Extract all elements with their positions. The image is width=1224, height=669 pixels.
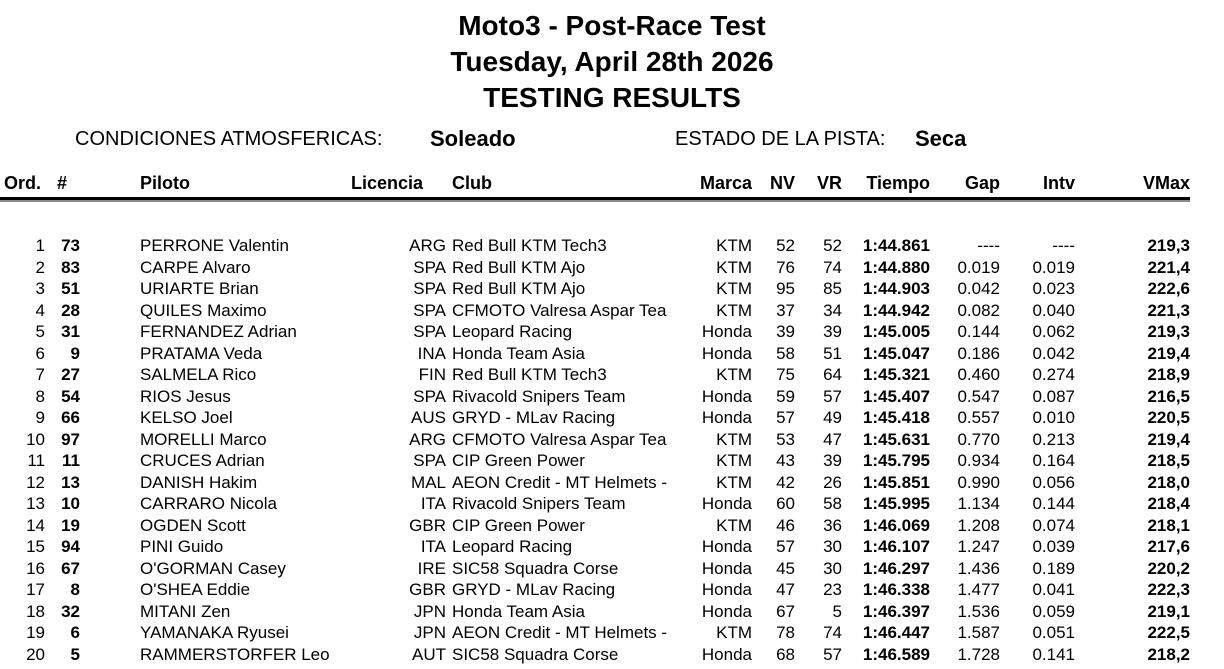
cell-tiempo: 1:45.851 — [862, 472, 930, 492]
cell-ord: 15 — [26, 537, 45, 556]
cell-vmax: 216,5 — [1147, 386, 1190, 406]
cell-pilot: URIARTE Brian — [140, 279, 259, 298]
cell-vr: 39 — [823, 451, 842, 470]
cell-gap: 1.208 — [957, 515, 1000, 535]
cell-tiempo: 1:44.942 — [862, 300, 930, 320]
page-subtitle: TESTING RESULTS — [483, 82, 741, 113]
table-row — [0, 472, 1190, 494]
cell-nv: 95 — [776, 279, 795, 298]
cell-ord: 4 — [35, 300, 45, 320]
cell-vmax: 220,5 — [1147, 408, 1190, 427]
cell-ord: 7 — [35, 365, 45, 384]
cell-tiempo: 1:44.861 — [862, 236, 930, 255]
cell-vr: 30 — [823, 537, 842, 556]
cell-nat: GBR — [409, 580, 446, 599]
cell-gap: 1.436 — [957, 558, 1000, 578]
cell-pilot: CRUCES Adrian — [140, 451, 265, 470]
table-row — [0, 558, 1190, 580]
cell-club: CFMOTO Valresa Aspar Tea — [452, 300, 667, 320]
cell-pilot: CARPE Alvaro — [140, 257, 251, 277]
table-row — [0, 321, 1190, 343]
cell-pilot: PERRONE Valentin — [140, 236, 289, 255]
column-header-number: # — [57, 173, 68, 193]
results-table — [0, 168, 1190, 665]
table-row — [0, 515, 1190, 537]
cell-num: 8 — [70, 580, 80, 599]
cell-vr: 85 — [823, 279, 842, 298]
cell-vr: 64 — [823, 365, 842, 384]
cell-intv: 0.023 — [1032, 279, 1075, 298]
cell-pilot: PINI Guido — [140, 537, 224, 556]
cell-gap: 1.477 — [957, 580, 1000, 599]
cell-vmax: 219,3 — [1147, 322, 1190, 341]
cell-nat: SPA — [413, 322, 446, 341]
cell-club: CIP Green Power — [452, 515, 585, 535]
cell-nv: 52 — [776, 236, 795, 255]
cell-tiempo: 1:45.005 — [862, 322, 930, 341]
cell-intv: 0.213 — [1032, 429, 1075, 449]
cell-gap: 0.019 — [957, 257, 1000, 277]
cell-marca: Honda — [701, 644, 752, 664]
cell-tiempo: 1:46.589 — [862, 644, 930, 664]
cell-gap: 0.082 — [957, 300, 1000, 320]
table-row — [0, 343, 1190, 365]
cell-intv: ---- — [1052, 236, 1075, 255]
cell-intv: 0.074 — [1032, 515, 1075, 535]
cell-nv: 67 — [776, 601, 795, 621]
cell-vr: 57 — [823, 644, 842, 664]
cell-gap: 0.990 — [957, 472, 1000, 492]
cell-nv: 53 — [776, 429, 795, 449]
cell-marca: Honda — [701, 558, 752, 578]
cell-nv: 39 — [776, 322, 795, 341]
cell-num: 97 — [61, 429, 80, 449]
cell-marca: KTM — [716, 472, 752, 492]
table-header-row — [0, 168, 1190, 194]
table-row — [0, 235, 1190, 257]
cell-vmax: 218,0 — [1147, 472, 1190, 492]
cell-nv: 58 — [776, 343, 795, 363]
cell-vmax: 217,6 — [1147, 537, 1190, 556]
cell-vr: 47 — [823, 429, 842, 449]
cell-vr: 5 — [832, 601, 842, 621]
cell-tiempo: 1:44.903 — [862, 279, 930, 298]
cell-nat: ARG — [409, 429, 446, 449]
cell-gap: 0.770 — [957, 429, 1000, 449]
cell-ord: 6 — [35, 343, 45, 363]
cell-nv: 59 — [776, 386, 795, 406]
table-body — [0, 202, 1190, 665]
cell-intv: 0.189 — [1032, 558, 1075, 578]
cell-marca: KTM — [716, 429, 752, 449]
cell-num: 10 — [61, 494, 80, 513]
cell-num: 94 — [61, 537, 80, 556]
cell-tiempo: 1:45.631 — [862, 429, 930, 449]
cell-vmax: 219,1 — [1147, 601, 1190, 621]
cell-club: SIC58 Squadra Corse — [452, 558, 619, 578]
cell-tiempo: 1:46.397 — [862, 601, 930, 621]
cell-vmax: 218,5 — [1147, 451, 1190, 470]
cell-nv: 60 — [776, 494, 795, 513]
cell-club: AEON Credit - MT Helmets - — [452, 623, 668, 642]
table-row — [0, 493, 1190, 515]
cell-vr: 57 — [823, 386, 842, 406]
cell-vr: 51 — [823, 343, 842, 363]
cell-club: Red Bull KTM Tech3 — [452, 236, 607, 255]
cell-num: 27 — [61, 365, 80, 384]
column-header-vmax: VMax — [1142, 173, 1190, 193]
cell-pilot: O'GORMAN Casey — [140, 558, 286, 578]
cell-nat: JPN — [413, 601, 446, 621]
cell-pilot: RAMMERSTORFER Leo — [140, 644, 330, 664]
cell-nat: FIN — [418, 365, 446, 384]
cell-ord: 14 — [26, 515, 45, 535]
table-row — [0, 386, 1190, 408]
cell-vr: 36 — [823, 515, 842, 535]
cell-pilot: YAMANAKA Ryusei — [140, 623, 289, 642]
cell-club: Honda Team Asia — [452, 343, 585, 363]
cell-num: 11 — [62, 451, 80, 470]
cell-club: CIP Green Power — [452, 451, 585, 470]
weather-conditions-label: CONDICIONES ATMOSFERICAS: — [75, 128, 383, 150]
column-header-nv: NV — [769, 173, 795, 193]
table-row — [0, 407, 1190, 429]
cell-num: 51 — [61, 279, 80, 298]
cell-nv: 46 — [776, 515, 795, 535]
table-row — [0, 536, 1190, 558]
cell-pilot: RIOS Jesus — [140, 386, 231, 406]
cell-club: Rivacold Snipers Team — [452, 494, 626, 513]
cell-gap: 0.186 — [957, 343, 1000, 363]
cell-num: 73 — [61, 236, 80, 255]
cell-ord: 3 — [35, 279, 45, 298]
cell-gap: 0.460 — [957, 365, 1000, 384]
cell-pilot: KELSO Joel — [140, 408, 233, 427]
cell-num: 54 — [61, 386, 80, 406]
cell-marca: Honda — [701, 386, 752, 406]
cell-nv: 42 — [776, 472, 795, 492]
cell-vmax: 222,5 — [1147, 623, 1190, 642]
cell-intv: 0.039 — [1032, 537, 1075, 556]
cell-club: GRYD - MLav Racing — [452, 408, 616, 427]
table-row — [0, 364, 1190, 386]
cell-nat: MAL — [411, 472, 446, 492]
cell-nv: 45 — [776, 558, 795, 578]
cell-vmax: 222,6 — [1147, 279, 1190, 298]
cell-vr: 23 — [823, 580, 842, 599]
cell-pilot: SALMELA Rico — [140, 365, 257, 384]
cell-marca: KTM — [716, 236, 752, 255]
cell-intv: 0.040 — [1032, 300, 1075, 320]
cell-tiempo: 1:46.338 — [862, 580, 930, 599]
cell-vr: 74 — [823, 257, 842, 277]
cell-nv: 78 — [776, 623, 795, 642]
column-header-ord: Ord. — [4, 173, 42, 193]
cell-vmax: 219,4 — [1147, 429, 1190, 449]
column-header-club: Club — [452, 173, 492, 193]
cell-vr: 74 — [823, 623, 842, 642]
cell-club: CFMOTO Valresa Aspar Tea — [452, 429, 667, 449]
cell-club: Red Bull KTM Ajo — [452, 257, 586, 277]
cell-intv: 0.056 — [1032, 472, 1075, 492]
cell-gap: 1.728 — [957, 644, 1000, 664]
cell-num: 66 — [61, 408, 80, 427]
cell-marca: Honda — [701, 408, 752, 427]
cell-nv: 43 — [776, 451, 795, 470]
column-header-vr: VR — [816, 173, 842, 193]
cell-num: 5 — [70, 644, 80, 664]
cell-intv: 0.041 — [1032, 580, 1075, 599]
cell-vr: 58 — [823, 494, 842, 513]
cell-nv: 57 — [776, 537, 795, 556]
cell-num: 19 — [61, 515, 80, 535]
column-header-tiempo: Tiempo — [866, 173, 930, 193]
cell-gap: 0.547 — [957, 386, 1000, 406]
table-row — [0, 450, 1190, 472]
table-row — [0, 429, 1190, 451]
cell-ord: 13 — [26, 494, 45, 513]
cell-tiempo: 1:46.107 — [862, 537, 930, 556]
table-row — [0, 622, 1190, 644]
cell-intv: 0.062 — [1032, 322, 1075, 341]
cell-pilot: CARRARO Nicola — [140, 494, 277, 513]
cell-tiempo: 1:45.995 — [862, 494, 930, 513]
cell-intv: 0.059 — [1032, 601, 1075, 621]
cell-intv: 0.144 — [1032, 494, 1075, 513]
cell-ord: 5 — [35, 322, 45, 341]
cell-intv: 0.051 — [1032, 623, 1075, 642]
cell-marca: Honda — [701, 537, 752, 556]
cell-nat: ITA — [420, 494, 446, 513]
cell-num: 28 — [61, 300, 80, 320]
cell-tiempo: 1:45.418 — [862, 408, 930, 427]
cell-nat: INA — [417, 343, 446, 363]
cell-gap: 0.557 — [957, 408, 1000, 427]
cell-ord: 2 — [35, 257, 45, 277]
column-header-intv: Intv — [1042, 173, 1075, 193]
cell-vmax: 218,4 — [1147, 494, 1190, 513]
cell-intv: 0.274 — [1032, 365, 1075, 384]
cell-ord: 8 — [35, 386, 45, 406]
cell-pilot: PRATAMA Veda — [140, 343, 263, 363]
cell-num: 31 — [61, 322, 80, 341]
cell-marca: Honda — [701, 494, 752, 513]
cell-intv: 0.141 — [1032, 644, 1075, 664]
cell-pilot: OGDEN Scott — [140, 515, 246, 535]
cell-vmax: 221,3 — [1147, 300, 1190, 320]
cell-num: 9 — [70, 343, 80, 363]
cell-ord: 17 — [26, 580, 45, 599]
cell-intv: 0.087 — [1032, 386, 1075, 406]
cell-marca: KTM — [716, 279, 752, 298]
table-row — [0, 601, 1190, 623]
cell-gap: 1.587 — [957, 623, 1000, 642]
cell-marca: KTM — [716, 623, 752, 642]
cell-nat: AUS — [411, 408, 446, 427]
cell-ord: 19 — [26, 623, 45, 642]
cell-club: Red Bull KTM Tech3 — [452, 365, 607, 384]
cell-vmax: 219,4 — [1147, 343, 1190, 363]
column-header-pilot: Piloto — [140, 173, 190, 193]
cell-nv: 57 — [776, 408, 795, 427]
cell-marca: Honda — [701, 601, 752, 621]
cell-ord: 20 — [26, 644, 45, 664]
cell-intv: 0.019 — [1032, 257, 1075, 277]
cell-gap: 0.042 — [957, 279, 1000, 298]
cell-nat: SPA — [413, 257, 446, 277]
page-title: Moto3 - Post-Race Test — [458, 10, 766, 41]
cell-vmax: 218,2 — [1147, 644, 1190, 664]
cell-tiempo: 1:46.069 — [862, 515, 930, 535]
cell-num: 32 — [61, 601, 80, 621]
cell-marca: KTM — [716, 451, 752, 470]
cell-nat: ARG — [409, 236, 446, 255]
cell-gap: 1.134 — [957, 494, 1000, 513]
cell-nat: JPN — [413, 623, 446, 642]
cell-nv: 75 — [776, 365, 795, 384]
cell-club: GRYD - MLav Racing — [452, 580, 616, 599]
cell-pilot: O'SHEA Eddie — [140, 580, 251, 599]
cell-vr: 26 — [823, 472, 842, 492]
cell-ord: 12 — [26, 472, 45, 492]
cell-marca: KTM — [716, 515, 752, 535]
cell-ord: 18 — [26, 601, 45, 621]
cell-nat: SPA — [413, 451, 446, 470]
cell-nat: ITA — [420, 537, 446, 556]
column-header-licencia: Licencia — [351, 173, 424, 193]
cell-gap: 1.536 — [957, 601, 1000, 621]
cell-vmax: 218,1 — [1147, 515, 1190, 535]
track-state-label: ESTADO DE LA PISTA: — [675, 128, 886, 150]
cell-num: 83 — [61, 257, 80, 277]
cell-ord: 9 — [35, 408, 45, 427]
cell-nat: SPA — [413, 386, 446, 406]
cell-vmax: 220,2 — [1147, 558, 1190, 578]
cell-nv: 47 — [776, 580, 795, 599]
cell-marca: Honda — [701, 580, 752, 599]
cell-tiempo: 1:45.047 — [862, 343, 930, 363]
cell-nat: SPA — [413, 279, 446, 298]
conditions-bar — [0, 122, 1224, 158]
cell-pilot: MORELLI Marco — [140, 429, 267, 449]
cell-gap: 0.934 — [957, 451, 1000, 470]
cell-tiempo: 1:44.880 — [862, 257, 930, 277]
cell-num: 6 — [70, 623, 80, 642]
cell-tiempo: 1:46.447 — [862, 623, 930, 642]
track-state-value: Seca — [915, 126, 967, 151]
cell-club: Red Bull KTM Ajo — [452, 279, 586, 298]
title-block — [0, 0, 1224, 116]
cell-ord: 10 — [26, 429, 45, 449]
cell-club: Honda Team Asia — [452, 601, 585, 621]
cell-nv: 76 — [776, 257, 795, 277]
cell-vr: 49 — [823, 408, 842, 427]
cell-nv: 37 — [776, 300, 795, 320]
cell-gap: 1.247 — [957, 537, 1000, 556]
cell-club: Leopard Racing — [452, 537, 573, 556]
cell-nv: 68 — [776, 644, 795, 664]
cell-pilot: QUILES Maximo — [140, 300, 267, 320]
cell-marca: KTM — [716, 300, 752, 320]
cell-marca: Honda — [701, 322, 752, 341]
cell-club: Rivacold Snipers Team — [452, 386, 626, 406]
cell-vmax: 222,3 — [1147, 580, 1190, 599]
cell-pilot: MITANI Zen — [140, 601, 231, 621]
cell-marca: Honda — [701, 343, 752, 363]
cell-nat: IRE — [417, 558, 446, 578]
weather-conditions-value: Soleado — [430, 126, 516, 151]
cell-pilot: DANISH Hakim — [140, 472, 258, 492]
cell-club: AEON Credit - MT Helmets - — [452, 472, 668, 492]
column-header-gap: Gap — [964, 173, 1000, 193]
cell-club: Leopard Racing — [452, 322, 573, 341]
cell-tiempo: 1:46.297 — [862, 558, 930, 578]
cell-nat: SPA — [413, 300, 446, 320]
cell-ord: 1 — [35, 236, 45, 255]
table-row — [0, 644, 1190, 666]
table-row — [0, 579, 1190, 601]
cell-num: 67 — [61, 558, 80, 578]
table-row — [0, 300, 1190, 322]
cell-tiempo: 1:45.407 — [862, 386, 930, 406]
cell-vr: 34 — [823, 300, 842, 320]
cell-tiempo: 1:45.795 — [862, 451, 930, 470]
cell-num: 13 — [61, 472, 80, 492]
table-row — [0, 278, 1190, 300]
cell-intv: 0.042 — [1032, 343, 1075, 363]
cell-ord: 16 — [26, 558, 45, 578]
cell-vr: 52 — [823, 236, 842, 255]
cell-marca: KTM — [716, 365, 752, 384]
cell-intv: 0.164 — [1032, 451, 1075, 470]
cell-vr: 39 — [823, 322, 842, 341]
cell-intv: 0.010 — [1032, 408, 1075, 427]
cell-marca: KTM — [716, 257, 752, 277]
cell-vr: 30 — [823, 558, 842, 578]
cell-gap: 0.144 — [957, 322, 1000, 341]
cell-vmax: 219,3 — [1147, 236, 1190, 255]
cell-gap: ---- — [977, 236, 1000, 255]
cell-nat: GBR — [409, 515, 446, 535]
cell-pilot: FERNANDEZ Adrian — [140, 322, 297, 341]
cell-vmax: 218,9 — [1147, 365, 1190, 384]
cell-tiempo: 1:45.321 — [862, 365, 930, 384]
page-date: Tuesday, April 28th 2026 — [450, 46, 774, 77]
table-row — [0, 257, 1190, 279]
cell-club: SIC58 Squadra Corse — [452, 644, 619, 664]
cell-ord: 11 — [27, 451, 45, 470]
column-header-marca: Marca — [699, 173, 752, 193]
cell-nat: AUT — [412, 644, 446, 664]
cell-vmax: 221,4 — [1147, 257, 1190, 277]
